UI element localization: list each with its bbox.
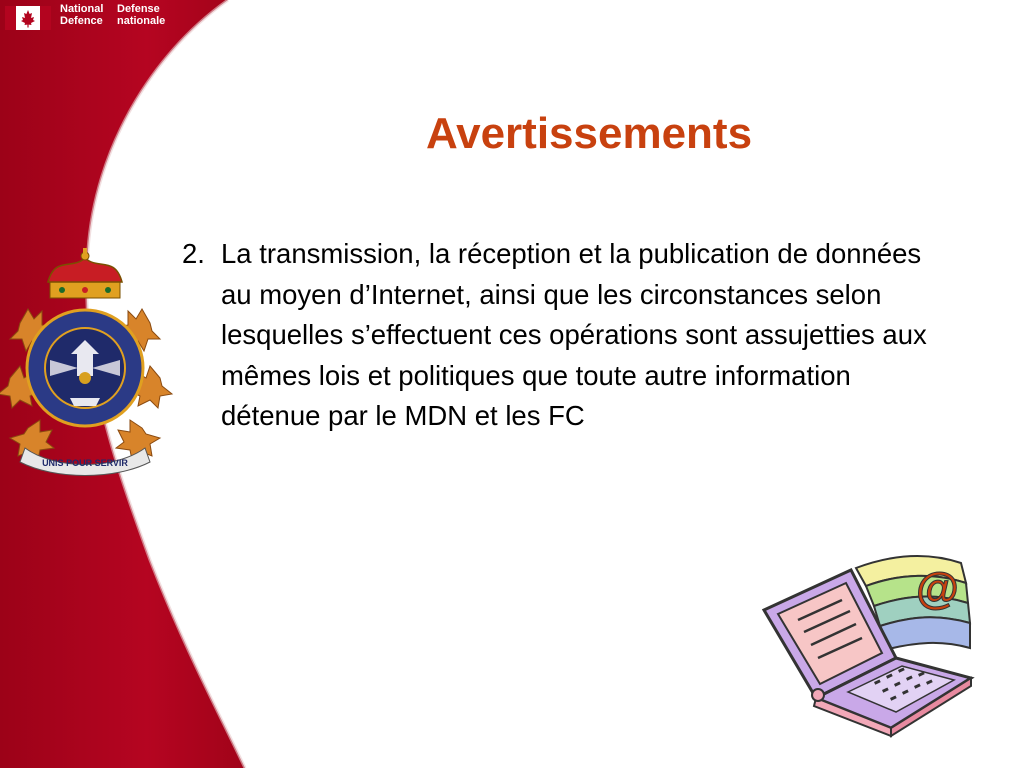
- body-list-item: [182, 234, 952, 437]
- badge-motto: UNIS POUR SERVIR: [42, 458, 128, 468]
- list-item-paragraph: La transmission, la réception et la publication de données au moyen d’Internet, ainsi que les circonstances selon lesquelles s’effectuent ces opérations sont assujetties aux mêmes lois et politiques que toute autre information détenue par le MDN et les FC: [221, 238, 927, 431]
- department-name-french: Defense nationale: [117, 3, 166, 27]
- government-wordmark: [0, 0, 180, 36]
- laptop-email-clipart-icon: [756, 548, 976, 738]
- military-police-badge-icon: [0, 248, 175, 478]
- list-item-number: 2.: [182, 238, 205, 269]
- department-name-english: National Defence: [60, 3, 104, 27]
- canada-flag-icon: [5, 6, 51, 30]
- at-symbol: @: [916, 564, 959, 613]
- slide-title: Avertissements: [425, 109, 753, 158]
